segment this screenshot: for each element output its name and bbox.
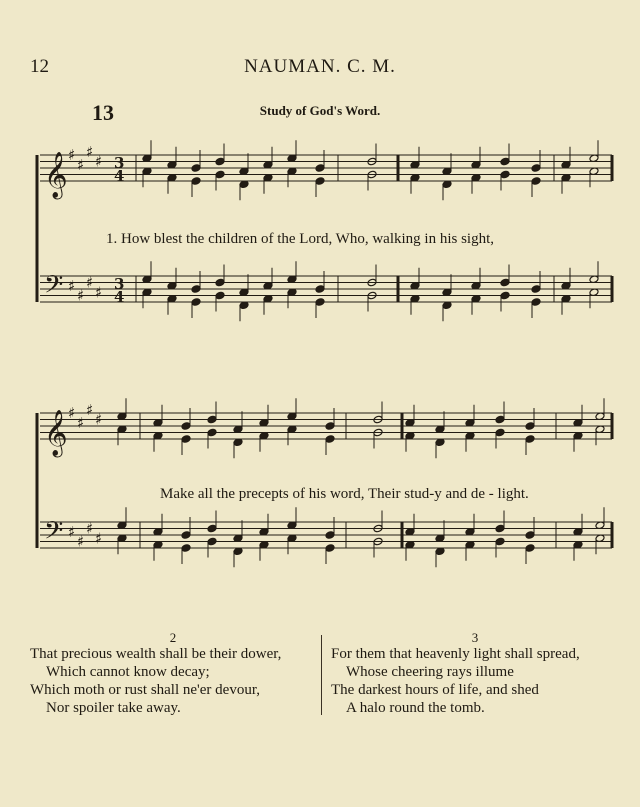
note-head-1-14-upper: [531, 164, 541, 173]
verse-2-line-1: That precious wealth shall be their dower,: [30, 646, 282, 662]
note-head-4-4-upper: [207, 524, 217, 533]
note-head-2-3-lower: [191, 298, 201, 307]
verse-2-line-3: Which moth or rust shall ne'er devour,: [30, 682, 260, 698]
time-signature-top-2: 3: [114, 275, 125, 293]
sharp-sign-1-1: ♯: [68, 146, 76, 164]
sharp-sign-3-1: ♯: [68, 404, 76, 422]
sharp-sign-3-4: ♯: [95, 410, 103, 429]
time-signature-bottom-2: 4: [114, 288, 125, 306]
note-head-4-13-upper: [495, 524, 505, 533]
note-head-1-13-upper: [500, 157, 510, 166]
note-head-1-8-lower: [315, 177, 325, 186]
sharp-sign-4-3: ♯: [86, 519, 94, 538]
note-head-1-8-upper: [315, 164, 325, 173]
note-head-2-3-upper: [191, 285, 201, 294]
verse-3-number: 3: [471, 630, 479, 645]
note-head-3-3-upper: [181, 422, 191, 431]
sharp-sign-2-2: ♯: [77, 286, 85, 305]
note-head-4-14-upper: [525, 531, 535, 540]
verse-3-line-4: A halo round the tomb.: [346, 700, 485, 716]
time-signature-bottom-1: 4: [114, 167, 125, 185]
note-head-1-4-lower: [215, 170, 225, 179]
bass-clef-4: 𝄢: [44, 516, 64, 552]
note-head-2-4-lower: [215, 291, 225, 300]
note-head-1-3-upper: [191, 164, 201, 173]
note-head-3-14-lower: [525, 435, 535, 444]
sharp-sign-1-2: ♯: [77, 155, 85, 174]
sharp-sign-4-2: ♯: [77, 532, 85, 551]
time-signature-top-1: 3: [114, 154, 125, 172]
note-head-4-8-upper: [325, 531, 335, 540]
verse-3-line-2: Whose cheering rays illume: [346, 664, 514, 680]
note-head-1-4-upper: [215, 157, 225, 166]
treble-clef-1: 𝄞: [44, 152, 68, 198]
lyric-line-system-1: 1. How blest the children of the Lord, Who, walking in his sight,: [106, 231, 495, 247]
note-head-4-14-lower: [525, 544, 535, 553]
note-head-4-8-lower: [325, 544, 335, 553]
note-head-2-13-upper: [500, 278, 510, 287]
note-head-2-8-lower: [315, 298, 325, 307]
note-head-3-3-lower: [181, 435, 191, 444]
note-head-3-8-lower: [325, 435, 335, 444]
note-head-4-3-upper: [181, 531, 191, 540]
verse-divider: [321, 635, 322, 715]
note-head-2-14-lower: [531, 298, 541, 307]
page-number: 12: [30, 56, 49, 77]
note-head-1-13-lower: [500, 170, 510, 179]
note-head-3-14-upper: [525, 422, 535, 431]
note-head-3-4-lower: [207, 428, 217, 437]
sharp-sign-2-4: ♯: [95, 283, 103, 302]
note-head-4-4-lower: [207, 537, 217, 546]
verse-3-line-3: The darkest hours of life, and shed: [331, 682, 539, 698]
note-head-2-8-upper: [315, 285, 325, 294]
note-head-3-13-lower: [495, 428, 505, 437]
note-head-1-3-lower: [191, 177, 201, 186]
bass-clef-2: 𝄢: [44, 270, 64, 306]
note-head-1-14-lower: [531, 177, 541, 186]
sharp-sign-3-3: ♯: [86, 400, 94, 419]
verse-2-line-4: Nor spoiler take away.: [46, 700, 181, 716]
verse-2-line-2: Which cannot know decay;: [46, 664, 210, 680]
note-head-2-14-upper: [531, 285, 541, 294]
verse-2-number: 2: [169, 630, 177, 645]
sharp-sign-1-3: ♯: [86, 142, 94, 161]
tune-title: NAUMAN. C. M.: [244, 56, 396, 77]
sharp-sign-4-1: ♯: [68, 522, 76, 541]
note-head-2-13-lower: [500, 291, 510, 300]
note-head-4-13-lower: [495, 537, 505, 546]
note-head-3-8-upper: [325, 422, 335, 431]
sharp-sign-2-3: ♯: [86, 273, 94, 292]
hymn-heading: Study of God's Word.: [259, 103, 381, 118]
verse-3-line-1: For them that heavenly light shall spread,: [331, 646, 580, 662]
hymn-number: 13: [92, 100, 114, 125]
sharp-sign-2-1: ♯: [68, 276, 76, 295]
note-head-3-13-upper: [495, 415, 505, 424]
note-head-2-4-upper: [215, 278, 225, 287]
note-head-3-4-upper: [207, 415, 217, 424]
treble-clef-3: 𝄞: [44, 410, 68, 456]
sharp-sign-1-4: ♯: [95, 152, 103, 171]
sharp-sign-4-4: ♯: [95, 529, 103, 548]
sharp-sign-3-2: ♯: [77, 413, 85, 432]
note-head-4-3-lower: [181, 544, 191, 553]
lyric-line-system-2: Make all the precepts of his word, Their stud-y and de - light.: [160, 486, 529, 502]
